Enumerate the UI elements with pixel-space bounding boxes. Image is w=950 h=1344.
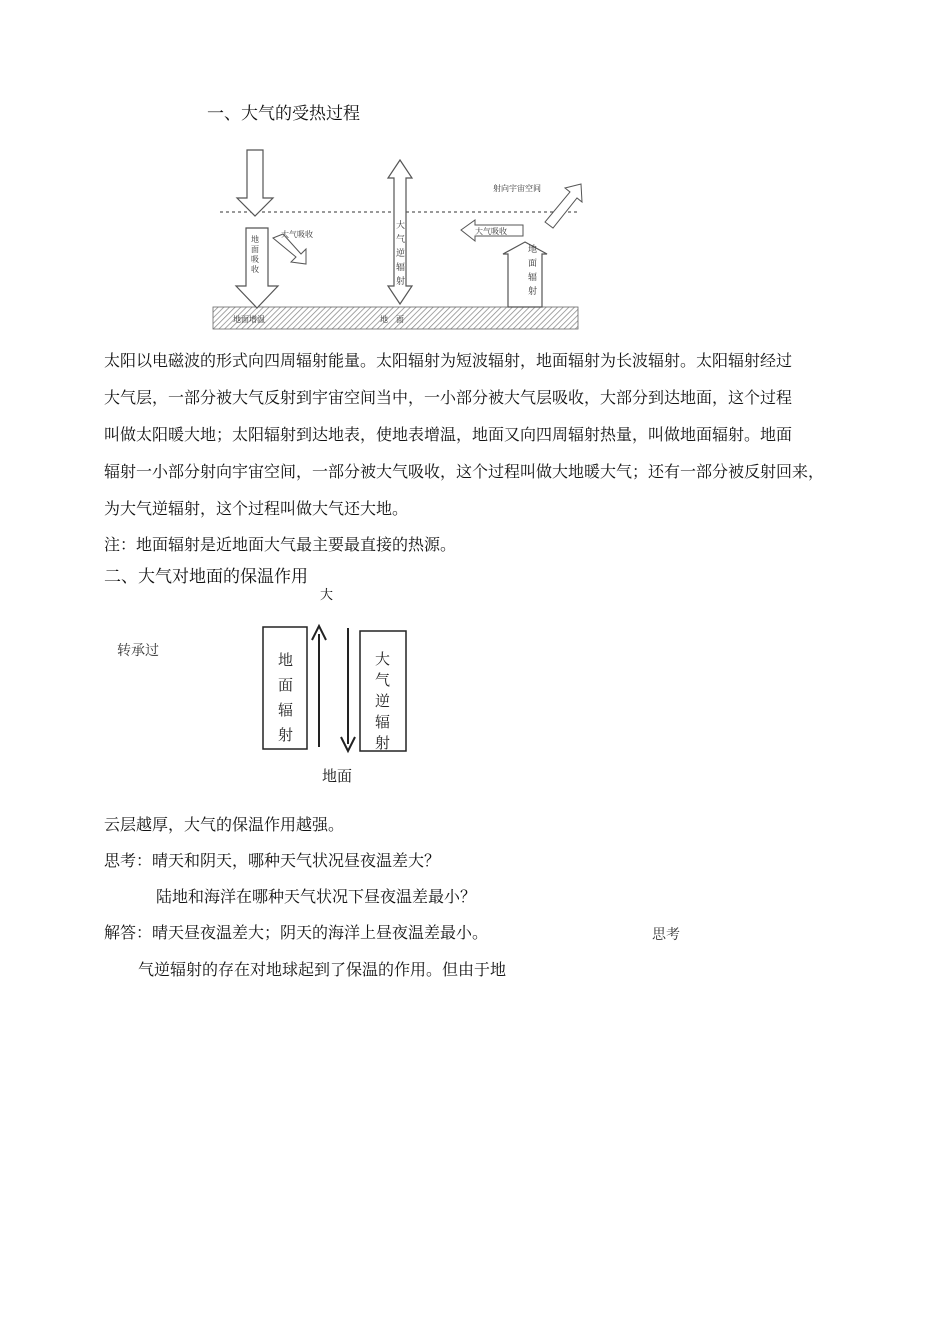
- svg-text:射: 射: [375, 734, 391, 752]
- right-box-label: [375, 650, 390, 752]
- svg-text:逆: 逆: [375, 692, 391, 710]
- counter-radiation-label: [396, 219, 405, 287]
- svg-text:地: 地: [278, 651, 294, 669]
- absorb-left-label: 大气吸收: [281, 230, 313, 239]
- paragraph-line: 为大气逆辐射，这个过程叫做大气还大地。: [104, 499, 409, 518]
- atmosphere-heating-diagram: [205, 150, 590, 335]
- note: 注：地面辐射是近地面大气最主要最直接的热源。: [104, 535, 457, 554]
- svg-text:气: 气: [396, 235, 406, 245]
- paragraph-line: 叫做太阳暖大地；太阳辐射到达地表，使地表增温，地面又向四周辐射热量，叫做地面辐射。地面: [104, 425, 793, 444]
- svg-text:辐: 辐: [396, 263, 406, 273]
- paragraph-line: 辐射一小部分射向宇宙空间，一部分被大气吸收，这个过程叫做大地暖大气；还有一部分被反射回来，: [104, 462, 825, 481]
- think-fragment: 思考: [652, 927, 680, 943]
- trailing-line: 气逆辐射的存在对地球起到了保温的作用。但由于地: [138, 960, 507, 979]
- svg-text:地: 地: [528, 245, 538, 255]
- space-arrow: [545, 184, 582, 228]
- think-line-2: 陆地和海洋在哪种天气状况下昼夜温差最小？: [156, 887, 477, 906]
- insulation-diagram: [255, 620, 415, 760]
- counter-radiation-box: [360, 631, 406, 751]
- cloud-line: 云层越厚，大气的保温作用越强。: [104, 815, 345, 834]
- svg-text:气: 气: [375, 671, 391, 689]
- svg-text:面: 面: [278, 676, 294, 694]
- section2-heading: 二、大气对地面的保温作用: [104, 567, 308, 587]
- svg-text:射: 射: [528, 287, 538, 297]
- svg-text:吸: 吸: [251, 255, 259, 264]
- absorb-right-label: 大气吸收: [475, 227, 507, 236]
- top-fragment: 大: [320, 588, 334, 603]
- section1-heading: 一、大气的受热过程: [207, 104, 360, 124]
- svg-text:射: 射: [396, 277, 406, 287]
- explanation-paragraph: [104, 342, 864, 527]
- side-fragment: 转承过: [117, 643, 159, 659]
- svg-text:地: 地: [251, 235, 259, 244]
- ground-warming-label: 地面增温: [233, 315, 265, 324]
- svg-text:辐: 辐: [278, 701, 294, 719]
- ground-radiation-arrow: [503, 242, 547, 307]
- think-line-1: 思考：晴天和阴天，哪种天气状况昼夜温差大？: [104, 851, 441, 870]
- paragraph-line: 太阳以电磁波的形式向四周辐射能量。太阳辐射为短波辐射，地面辐射为长波辐射。太阳辐射经过: [104, 351, 793, 370]
- svg-text:大: 大: [396, 221, 406, 231]
- ground-label: 地 面: [380, 315, 404, 324]
- paragraph-line: 大气层，一部分被大气反射到宇宙空间当中，一小部分被大气层吸收，大部分到达地面，这个过程: [104, 388, 793, 407]
- svg-text:辐: 辐: [528, 273, 538, 283]
- space-label: 射向宇宙空间: [493, 184, 541, 193]
- svg-text:辐: 辐: [375, 713, 391, 731]
- ground-label-2: 地面: [322, 767, 353, 785]
- answer-line: 解答：晴天昼夜温差大；阴天的海洋上昼夜温差最小。: [104, 923, 489, 942]
- svg-text:逆: 逆: [396, 249, 406, 259]
- solar-arrow-top: [237, 150, 273, 216]
- svg-text:大: 大: [375, 650, 391, 668]
- svg-text:射: 射: [278, 726, 294, 744]
- svg-text:面: 面: [251, 245, 259, 254]
- svg-text:面: 面: [528, 259, 538, 269]
- svg-text:收: 收: [251, 265, 259, 274]
